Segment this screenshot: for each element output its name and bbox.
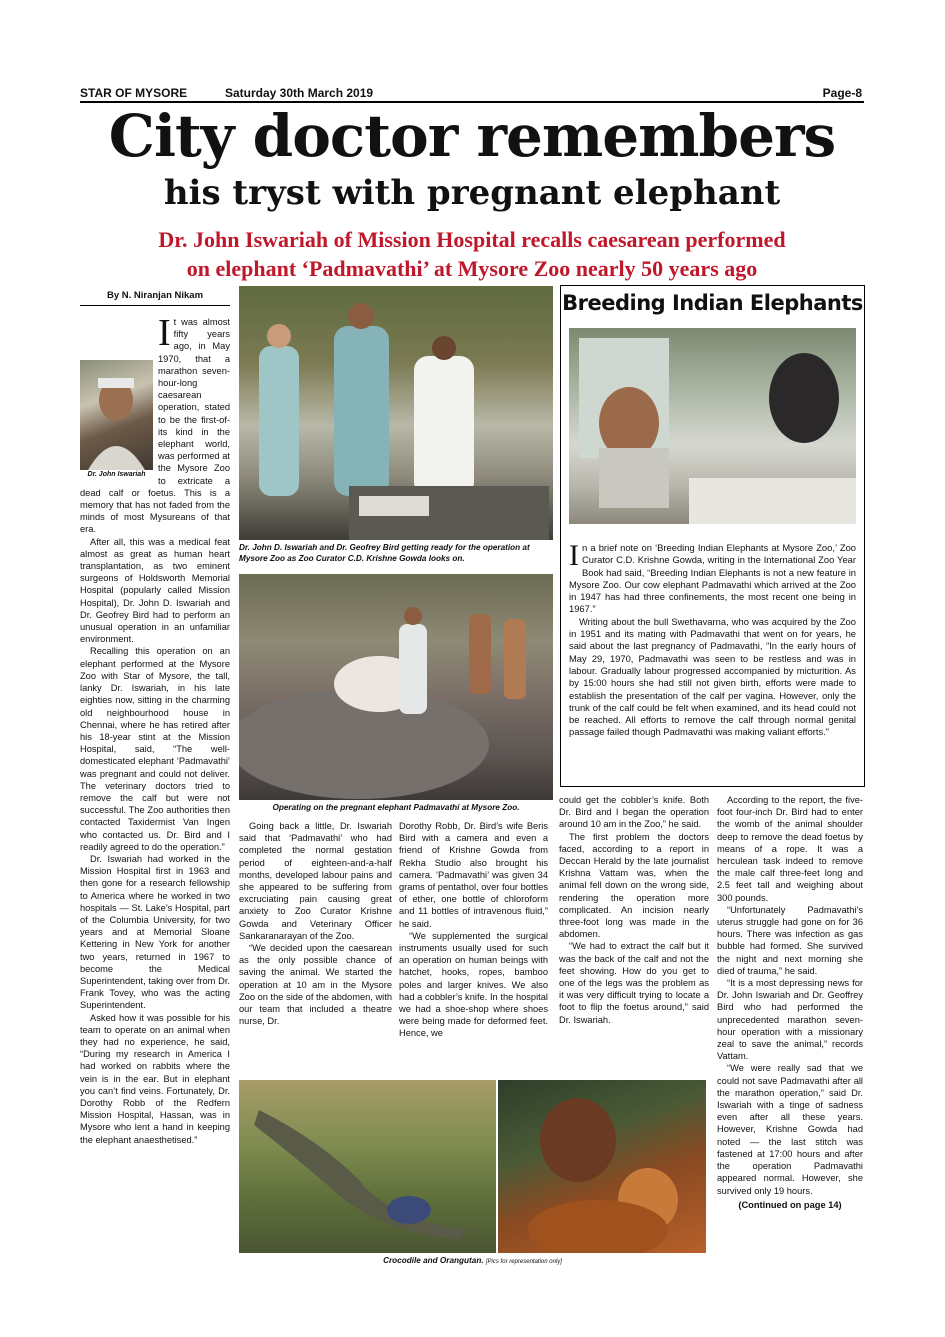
issue-date: Saturday 30th March 2019 xyxy=(225,86,374,100)
continued-note: (Continued on page 14) xyxy=(738,1199,842,1210)
column-1 xyxy=(80,312,230,1146)
col4-p1: could get the cobbler’s knife. Both Dr. Bird and I began the operation around 10 am in the Zoo,” he said. xyxy=(559,795,709,830)
curator-photo xyxy=(569,328,856,524)
photo1-caption: Dr. John D. Iswariah and Dr. Geofrey Bird getting ready for the operation at Mysore Zoo as Zoo Curator C.D. Krishne Gowda looks on. xyxy=(239,543,530,563)
orangutan-photo xyxy=(498,1080,706,1253)
deck-line2: on elephant ‘Padmavathi’ at Mysore Zoo nearly 50 years ago xyxy=(186,256,758,281)
col1-p1: t was almost fifty years ago, in May 1970, that a marathon seven-hour-long caesarean operation, stated to be the first-of-its kind in the elephant world, was performed at the Mysore Zoo to extricate a dead calf or foetus. This is a memory that has not faded from the minds of most Mysureans of that era. xyxy=(80,317,230,535)
sidebar-text xyxy=(569,539,856,739)
col5-p1: According to the report, the five-foot four-inch Dr. Bird had to enter the womb of the animal shoulder deep to remove the dead foetus by means of a rope. It was a herculean task indeed to remove the male calf three-feet long and 2.5 feet tall and weighing about 300 pounds. xyxy=(717,795,863,903)
col2-p1: Going back a little, Dr. Iswariah said that ‘Padmavathi’ who had completed the normal gestation period of eighteen-and-a-half months, developed labour pains and she appeared to be suffering from excruciating pain causing great anxiety to Zoo Curator Krishne Gowda and Veterinary Officer Sankaranarayan of the Zoo. xyxy=(239,821,392,941)
deck xyxy=(80,225,864,283)
bottom-caption-note: [Pics for representation only] xyxy=(485,1259,562,1265)
col1-p2: After all, this was a medical feat almost as great as human heart transplantation, as two eminent surgeons of Holdsworth Memorial Hospital (popularly called Mission Hospital), Dr. John D. Iswariah and Dr. Geofrey Bird had to perform an unusual operation in an unfamiliar environment. xyxy=(80,536,230,645)
column-5 xyxy=(717,794,863,1211)
col3-p2: “We supplemented the surgical instruments usually used for such an operation on human beings with hatchet, hooks, ropes, bamboo poles and larger knives. We also had a cobbler’s knife. In the hospital we had a shoe-shop where shoes were being made for deformed feet. Hence, we xyxy=(399,930,548,1039)
elephant-operation-photo xyxy=(239,574,553,800)
col4-p3: “We had to extract the calf but it was the back of the calf and not the feet showing. How do you get to one of the legs was the problem as it was very difficult trying to locate a foot to flip the foetus around,” said Dr. Iswariah. xyxy=(559,941,709,1025)
column-2 xyxy=(239,820,392,1027)
sidebar-drop-cap: I xyxy=(569,539,579,572)
photo2-caption: Operating on the pregnant elephant Padmavathi at Mysore Zoo. xyxy=(272,803,520,812)
col3-p1: Dorothy Robb, Dr. Bird’s wife Beris Bird with a camera and even a friend of Krishne Gowda from Rekha Studio also brought his camera. ‘Padmavathi’ was given 34 grams of pentathol, over four bottles of ether, one bottle of chloroform and 11 bottles of intravenous fluid,” he said. xyxy=(399,821,548,929)
paper-name: STAR OF MYSORE xyxy=(80,86,188,100)
col5-p4: “We were really sad that we could not save Padmavathi after all the marathon operation,” said Dr. Iswariah with a tinge of sadness even after all these years. However, Krishne Gowda had noted — the last stitch was fastened at 17:00 hours and after the operation Padmavathi appeared normal. However, she survived only 19 hours. xyxy=(717,1063,863,1196)
sidebar-p1: n a brief note on ‘Breeding Indian Elephants at Mysore Zoo,’ Zoo Curator C.D. Krishne Gowda, writing in the International Zoo Year Book had said, “Breeding Indian Elephants is not a new feature in Mysore Zoo. Our cow elephant Padmavathi which arrived at the Zoo in 1947 has had three confinements, the most recent one being in 1967.” xyxy=(569,542,856,615)
bottom-caption-main: Crocodile and Orangutan. xyxy=(383,1256,484,1265)
sidebar-title: Breeding Indian Elephants xyxy=(562,291,863,315)
portrait-caption: Dr. John Iswariah xyxy=(87,471,146,478)
surgeons-photo xyxy=(239,286,553,540)
crocodile-photo xyxy=(239,1080,496,1253)
col2-p2: “We decided upon the caesarean as the only possible chance of saving the animal. We started the operation at 10 am in the Mysore Zoo on the side of the abdomen, with our team that included a theatre nurse, Dr. xyxy=(239,943,392,1027)
breeding-sidebar xyxy=(560,285,865,787)
headline-line2: his tryst with pregnant elephant xyxy=(163,173,781,213)
portrait-wrap xyxy=(80,360,153,481)
col1-p3: Recalling this operation on an elephant performed at the Mysore Zoo with Star of Mysore, the tall, lanky Dr. Iswariah, in his late eighties now, sitting in the charming old neighbourhood house in Chennai, where he has retired after his 18-year stint at the Mission Hospital, said, “The well-domesticated elephant ‘Padmavathi’ was pregnant and could not deliver. The veterinary doctors tried to remove the calf but were not successful. The Zoo authorities then contacted Taxidermist Van Ingen who contacted us. Dr. Bird and I readily agreed to do the operation.” xyxy=(80,646,230,852)
column-3 xyxy=(399,820,548,1040)
col1-p5: Asked how it was possible for his team to operate on an animal when they had no experience, he said, “During my research in America I had worked on rabbits where the vein is in the ear. But in elephant you can’t find veins. Fortunately, Dr. Dorothy Robb of the Redfern Mission Hospital, Hassan, was in Mysore who lent a hand in keeping the elephant anaesthetised.” xyxy=(80,1012,230,1145)
col4-p2: The first problem the doctors faced, according to a report in Deccan Herald by the late journalist Krishna Vattam was, when the animal fell down on the wrong side, rendering the operation more complicated. An incision nearly three-foot long was made in the abdomen. xyxy=(559,831,709,940)
col1-p4: Dr. Iswariah had worked in the Mission Hospital first in 1963 and then gone for a research fellowship to America where he worked in two hospitals — St. Lake’s Hospital, part of the Columbia University, for two years and at Memorial Sloane Kettering in New York for another two years, returned in 1967 to become the Medical Superintendent, taking over from Dr. Frank Tovey, who was the acting Superintendent. xyxy=(80,853,230,1011)
portrait-photo xyxy=(80,360,153,470)
deck-line1: Dr. John Iswariah of Mission Hospital recalls caesarean performed xyxy=(158,227,786,252)
col5-p2: “Unfortunately Padmavathi’s uterus struggle had gone on for 36 hours. There was infection as gas bubble had formed. She survived the night and next morning she died of trauma,” he said. xyxy=(717,904,863,976)
column-4 xyxy=(559,794,709,1026)
masthead xyxy=(80,86,864,103)
page-number: Page-8 xyxy=(822,86,862,100)
bottom-caption xyxy=(239,1256,706,1268)
drop-cap: I xyxy=(158,312,171,354)
headline-line1: City doctor remembers xyxy=(108,102,836,170)
col5-p3: “It is a most depressing news for Dr. John Iswariah and Dr. Geoffrey Bird who had performed the unprecedented marathon seven-hour operation with a missionary zeal to save the animal,” records Vattam. xyxy=(717,978,863,1062)
sidebar-p2: Writing about the bull Swethavarna, who was acquired by the Zoo in 1951 and its mating with Padmavathi that went on for years, he said about the last pregnancy of Padmavathi, “In the early hours of May 29, 1970, Padmavathi was seen to be restless and was in labour. Gradually labour progressed accompanied by micturition. As by 15:00 hours she had still not given birth, efforts were made to establish the presentation of the calf per vagina. However, only the trunk of the calf could be felt when examined, and its head could not be reached. All efforts to remove the calf through normal genital passage failed though Padmavathi was making valiant efforts.” xyxy=(569,615,856,738)
byline: By N. Niranjan Nikam xyxy=(80,290,230,306)
